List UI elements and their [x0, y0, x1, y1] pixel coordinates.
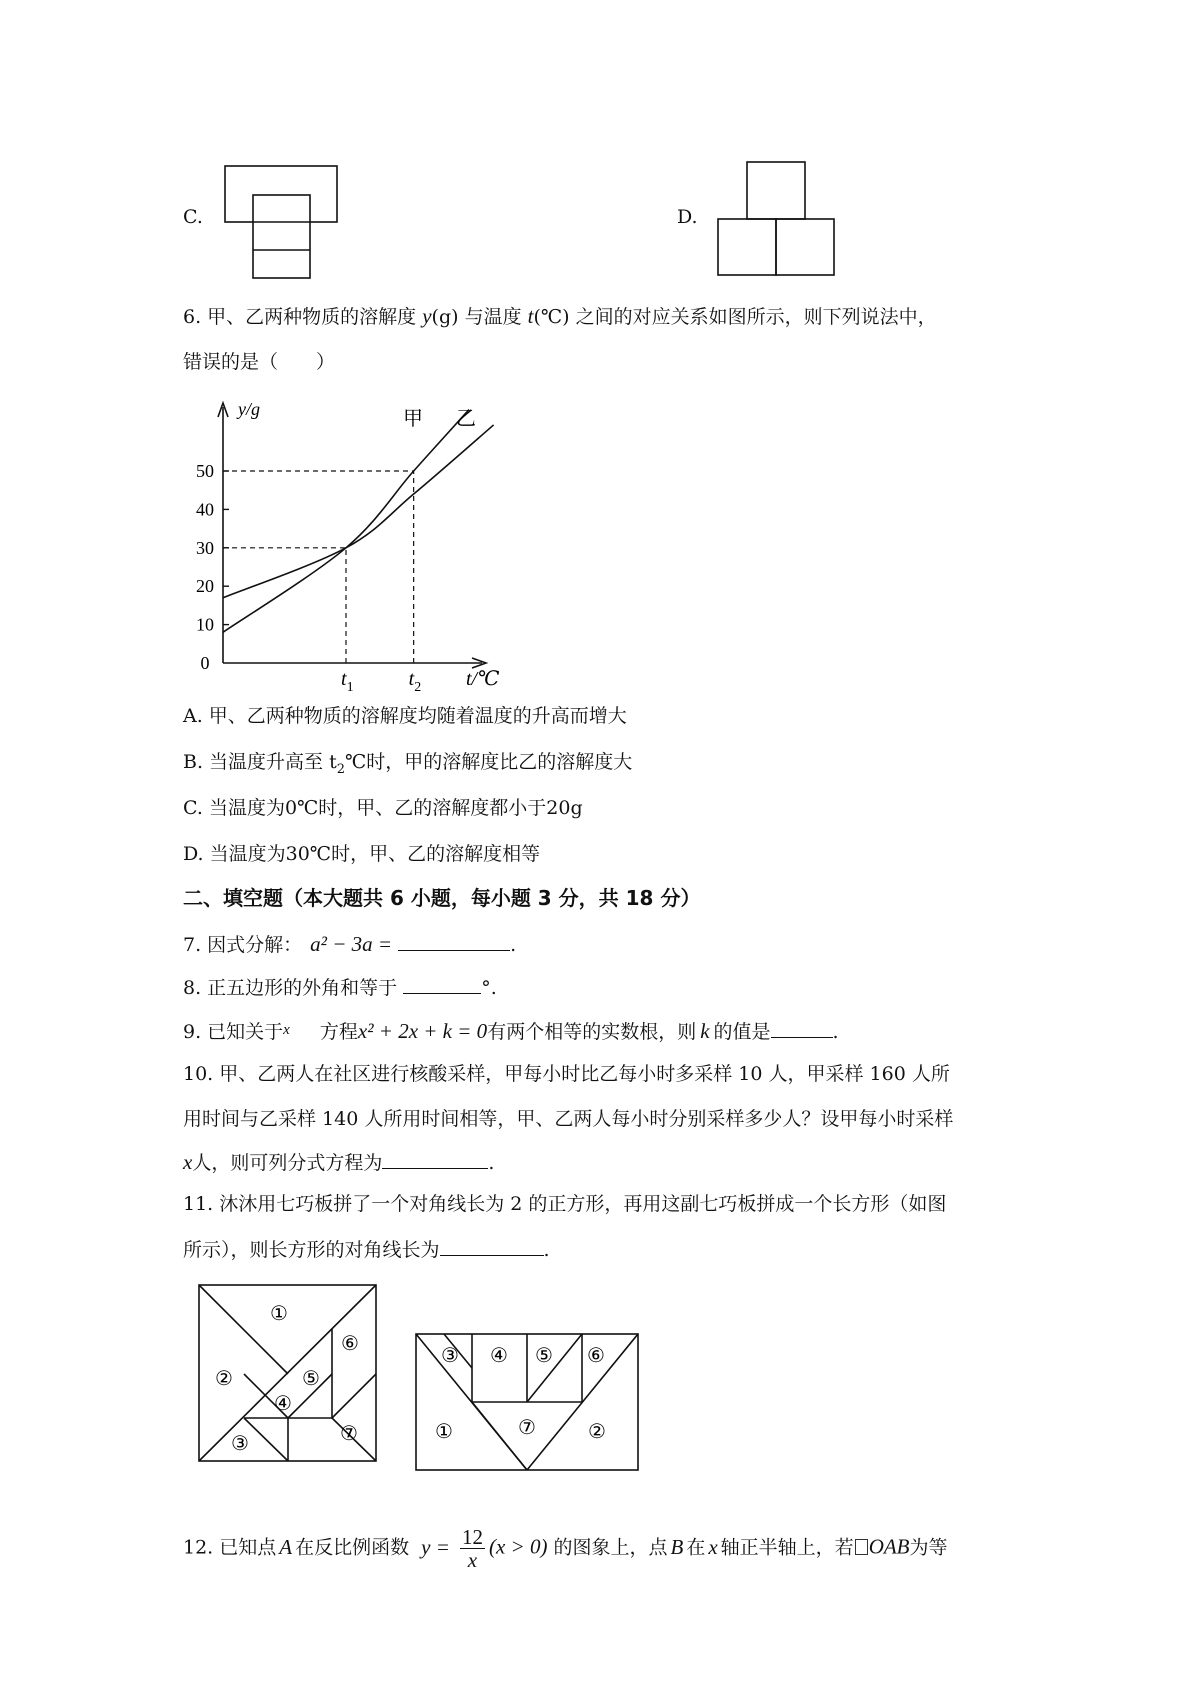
q12: 12. 已知点 A 在反比例函数 y = $\frac{12}{x}$ (x > 0) 的图象上，点 B 在 x 轴正半轴上，若 OAB为等 — [183, 1525, 948, 1572]
option-d-label: D. — [677, 206, 698, 228]
q10-line1: 10. 甲、乙两人在社区进行核酸采样，甲每小时比乙每小时多采样 10 人，甲采样 160 人所 — [183, 1063, 950, 1085]
q9: 9. 已知关于$^x$ 方程x² + 2x + k = 0有两个相等的实数根，则 k 的值是 . — [183, 1019, 839, 1043]
q8-answer-blank[interactable] — [403, 975, 481, 994]
chart-series — [223, 410, 494, 633]
q6-option-b: B. 当温度升高至 $t_2℃$时，甲的溶解度比乙的溶解度大 — [183, 751, 633, 777]
tangram-right-label-1: ① — [435, 1421, 453, 1443]
x-tick-label: $t_2$ — [408, 668, 422, 695]
tangram-right-label-6: ⑥ — [587, 1345, 605, 1367]
y-axis-label: y/g — [238, 399, 260, 419]
option-c-label: C. — [183, 206, 203, 228]
q10-line2: 用时间与乙采样 140 人所用时间相等，甲、乙两人每小时分别采样多少人？设甲每小时采样 — [183, 1108, 954, 1130]
q6-option-d: D. 当温度为30℃时，甲、乙的溶解度相等 — [183, 843, 541, 865]
chart-guides — [223, 471, 414, 663]
y-tick-label: 50 — [196, 461, 214, 481]
tangram-left-label-5: ⑤ — [302, 1368, 320, 1390]
q7-answer-blank[interactable] — [398, 932, 510, 951]
q6-stem-line1: 6. 甲、乙两种物质的溶解度 y(g) 与温度 t(℃) 之间的对应关系如图所示，则下列说法中， — [183, 304, 937, 328]
tangram-left-label-2: ② — [215, 1368, 233, 1390]
q6-stem-line2: 错误的是（ ） — [183, 351, 336, 373]
q11-line2: 所示），则长方形的对角线长为 . — [183, 1239, 550, 1261]
section-2-title: 二、填空题（本大题共 6 小题，每小题 3 分，共 18 分） — [183, 886, 701, 910]
x-axis-label: t/℃ — [466, 668, 500, 690]
chart-axes — [218, 403, 486, 668]
q6-option-a: A. 甲、乙两种物质的溶解度均随着温度的升高而增大 — [183, 705, 627, 727]
q7: 7. 因式分解： a² − 3a = . — [183, 932, 517, 956]
q10-answer-blank[interactable] — [382, 1150, 488, 1169]
y-tick-label: 30 — [196, 537, 214, 558]
tangram-left-label-1: ① — [270, 1303, 288, 1325]
y-tick-label: 40 — [196, 499, 214, 520]
tangram-right-label-2: ② — [588, 1421, 606, 1443]
y-tick-label: 20 — [196, 576, 214, 597]
tangram-right-label-3: ③ — [441, 1345, 459, 1367]
tangram-left-label-6: ⑥ — [341, 1333, 359, 1355]
tangram-left-label-7: ⑦ — [340, 1423, 358, 1445]
triangle-symbol-placeholder — [855, 1539, 868, 1555]
series-label-jia: 甲 — [403, 408, 423, 430]
x-tick-label: $t_1$ — [341, 668, 354, 695]
q11-answer-blank[interactable] — [440, 1237, 544, 1256]
series-line-yi — [223, 425, 494, 598]
q10-line3: x人，则可列分式方程为 . — [183, 1150, 495, 1174]
q12-fraction: $\frac{12}{x}$ — [461, 1525, 483, 1572]
tangram-right-label-7: ⑦ — [518, 1417, 536, 1439]
q6-option-c: C. 当温度为0℃时，甲、乙的溶解度都小于20g — [183, 797, 583, 819]
y-tick-label: 10 — [196, 614, 214, 635]
tangram-left-label-3: ③ — [231, 1433, 249, 1455]
q9-answer-blank[interactable] — [771, 1019, 833, 1038]
tangram-right-label-4: ④ — [490, 1345, 508, 1367]
q11-line1: 11. 沐沐用七巧板拼了一个对角线长为 2 的正方形，再用这副七巧板拼成一个长方形（如图 — [183, 1193, 947, 1215]
tangram-left-label-4: ④ — [274, 1393, 292, 1415]
origin-label: 0 — [200, 653, 210, 673]
series-label-yi: 乙 — [456, 408, 476, 430]
q8: 8. 正五边形的外角和等于 °. — [183, 977, 497, 999]
tangram-right-label-5: ⑤ — [535, 1345, 553, 1367]
